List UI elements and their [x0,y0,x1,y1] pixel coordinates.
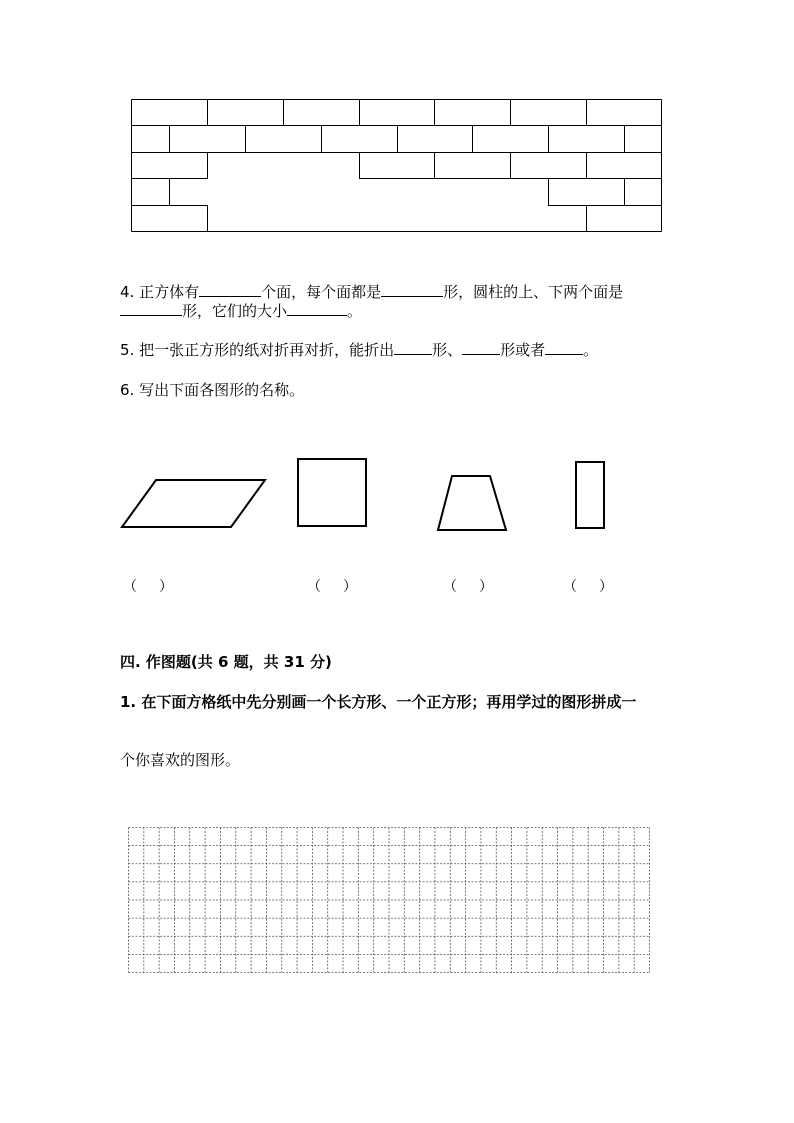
q5-end: 。 [583,341,599,359]
q4-part1: 个面，每个面都是 [261,283,382,301]
answer-slot-3[interactable]: （ ） [443,579,493,595]
q4-part2: 形，圆柱的上、下两个面是 [443,283,624,301]
section-4-heading: 四. 作图题(共 6 题，共 31 分) [120,653,332,671]
trapezoid-shape [438,476,506,530]
square-shape [298,459,366,526]
q4-prefix: 4. 正方体有 [120,283,200,301]
shapes-figure [0,0,794,560]
q5-prefix: 5. 把一张正方形的纸对折再对折，能折出 [120,341,395,359]
problem-1-line1: 1. 在下面方格纸中先分别画一个长方形、一个正方形；再用学过的图形拼成一 [120,693,637,711]
answer-slot-1[interactable]: （ ） [123,579,173,595]
q4-end: 。 [347,302,363,320]
answer-slot-4[interactable]: （ ） [563,579,613,595]
rectangle-shape [576,462,604,528]
question-6: 6. 写出下面各图形的名称。 [120,381,305,399]
grid-paper[interactable] [128,827,650,973]
answer-slot-2[interactable]: （ ） [307,579,357,595]
q5-part1: 形、 [432,341,463,359]
parallelogram-shape [122,480,265,527]
q4-part3: 形，它们的大小 [182,302,288,320]
problem-1-line2: 个你喜欢的图形。 [120,751,241,769]
q5-part2: 形或者 [500,341,546,359]
